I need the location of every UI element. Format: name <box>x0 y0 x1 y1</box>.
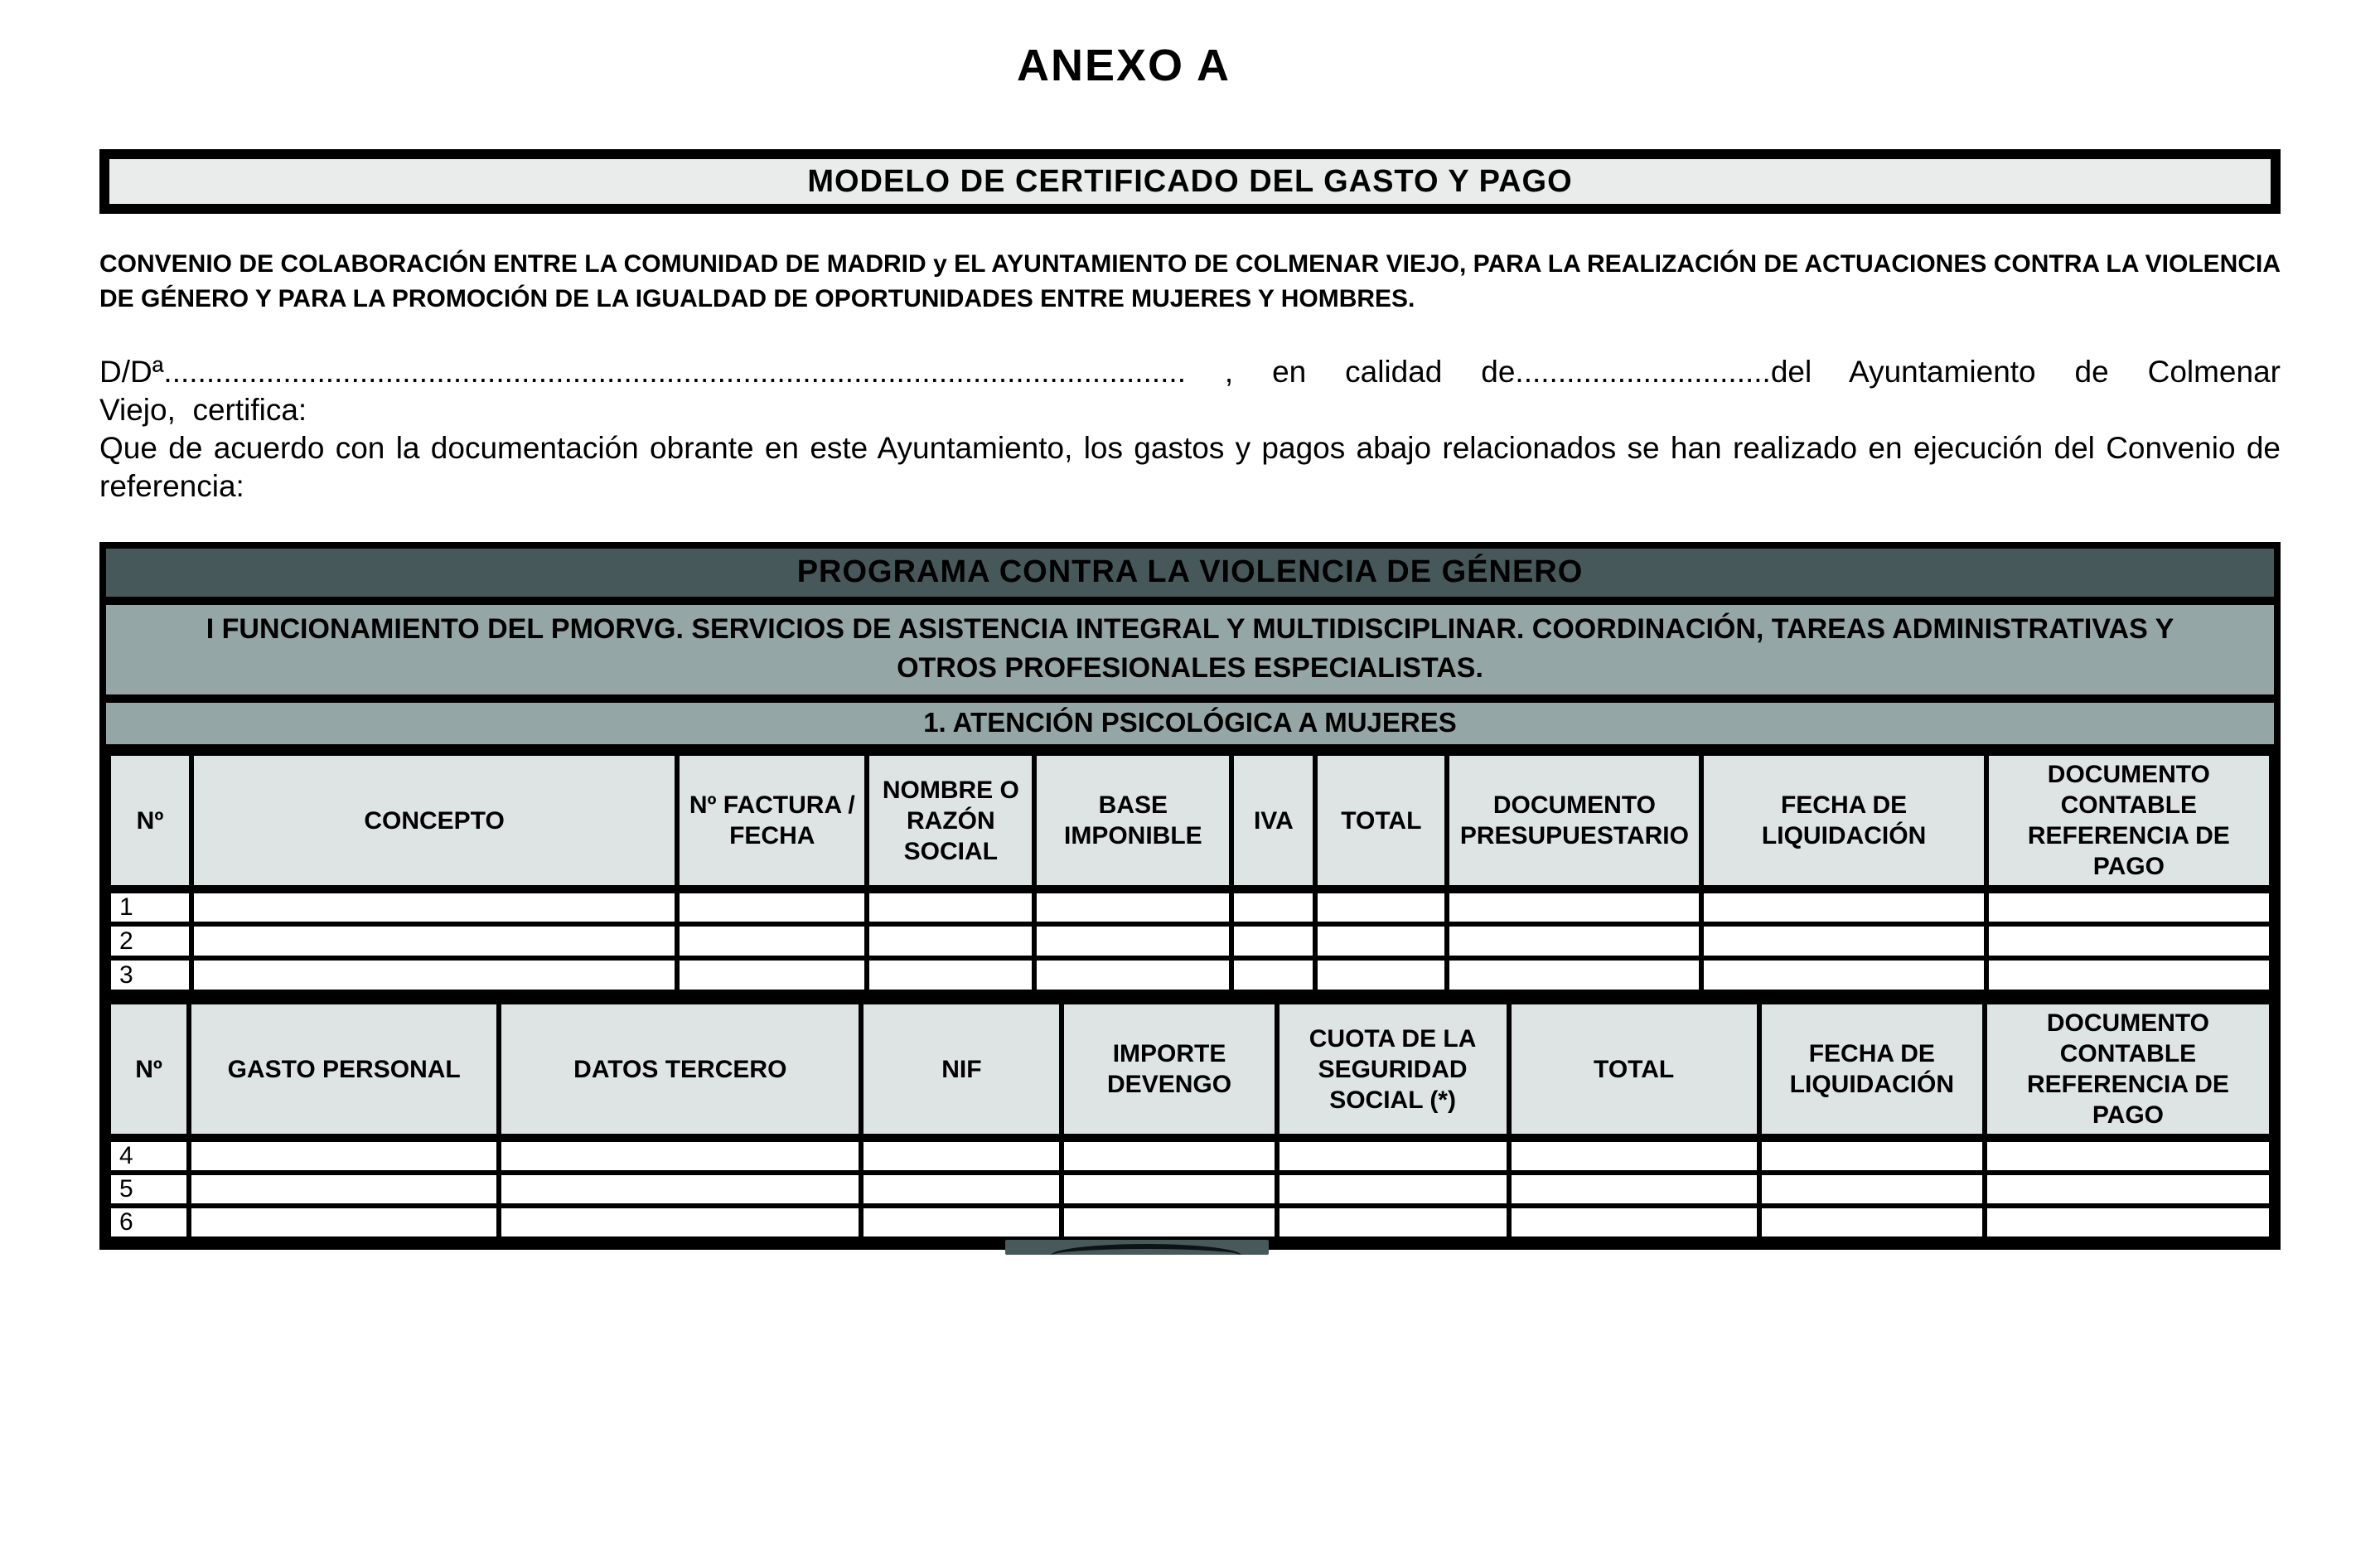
empty-cell <box>867 889 1034 924</box>
empty-cell <box>1231 889 1315 924</box>
invoice-row-1 <box>109 889 2271 924</box>
empty-cell <box>1034 889 1231 924</box>
watermark-fragment <box>1005 1240 1269 1255</box>
subtitle-box <box>99 149 2281 214</box>
empty-cell <box>1509 1206 1759 1239</box>
empty-cell <box>189 1173 499 1206</box>
empty-cell <box>677 889 867 924</box>
col-header-cuota-seguridad-social: CUOTA DE LA SEGURIDAD SOCIAL (*) <box>1277 1002 1509 1138</box>
empty-cell <box>861 1206 1062 1239</box>
page-title: ANEXO A <box>1016 41 1231 90</box>
empty-cell <box>1985 1206 2271 1239</box>
col-header-documento-contable: DOCUMENTO CONTABLE REFERENCIA DE PAGO <box>1986 753 2271 889</box>
col-header-iva: IVA <box>1231 753 1315 889</box>
empty-cell <box>1447 958 1701 992</box>
col-header-total: TOTAL <box>1509 1002 1759 1138</box>
empty-cell <box>677 924 867 958</box>
col-header-documento-presupuestario: DOCUMENTO PRESUPUESTARIO <box>1447 753 1701 889</box>
col-header-documento-contable: DOCUMENTO CONTABLE REFERENCIA DE PAGO <box>1985 1002 2271 1138</box>
col-header-numero: Nº <box>109 1002 189 1138</box>
empty-cell <box>1701 958 1986 992</box>
document-page <box>99 0 2281 1250</box>
col-header-nif: NIF <box>861 1002 1062 1138</box>
empty-cell <box>861 1138 1062 1173</box>
empty-cell <box>1231 924 1315 958</box>
empty-cell <box>1277 1138 1509 1173</box>
personnel-row-6 <box>109 1206 2271 1239</box>
empty-cell <box>1759 1173 1985 1206</box>
empty-cell <box>191 958 677 992</box>
invoice-table <box>106 751 2274 995</box>
empty-cell <box>1986 958 2271 992</box>
col-header-fecha-liquidacion: FECHA DE LIQUIDACIÓN <box>1701 753 1986 889</box>
row-number: 6 <box>109 1206 189 1239</box>
col-header-importe-devengo: IMPORTE DEVENGO <box>1062 1002 1276 1138</box>
empty-cell <box>1062 1206 1276 1239</box>
row-number: 5 <box>109 1173 189 1206</box>
empty-cell <box>1509 1138 1759 1173</box>
empty-cell <box>1034 958 1231 992</box>
col-header-fecha-liquidacion: FECHA DE LIQUIDACIÓN <box>1759 1002 1985 1138</box>
personnel-row-4 <box>109 1138 2271 1173</box>
empty-cell <box>1062 1138 1276 1173</box>
empty-cell <box>499 1173 861 1206</box>
col-header-numero: Nº <box>109 753 191 889</box>
col-header-razon-social: NOMBRE O RAZÓN SOCIAL <box>867 753 1034 889</box>
row-number: 1 <box>109 889 191 924</box>
empty-cell <box>1509 1173 1759 1206</box>
empty-cell <box>1447 889 1701 924</box>
empty-cell <box>1277 1173 1509 1206</box>
empty-cell <box>189 1138 499 1173</box>
certifier-paragraph: D/Dª........................................................................................................................ , en calidad de..............................del Ayuntamiento de Colmenar Viejo, certifica: <box>99 355 2281 427</box>
col-header-total: TOTAL <box>1315 753 1447 889</box>
empty-cell <box>867 958 1034 992</box>
col-header-base-imponible: BASE IMPONIBLE <box>1034 753 1231 889</box>
empty-cell <box>189 1206 499 1239</box>
program-title-band: PROGRAMA CONTRA LA VIOLENCIA DE GÉNERO <box>106 549 2274 605</box>
empty-cell <box>1034 924 1231 958</box>
empty-cell <box>1701 889 1986 924</box>
empty-cell <box>191 889 677 924</box>
subtitle-text: MODELO DE CERTIFICADO DEL GASTO Y PAGO <box>807 163 1573 199</box>
empty-cell <box>499 1138 861 1173</box>
empty-cell <box>1759 1138 1985 1173</box>
subsection-heading-band: 1. ATENCIÓN PSICOLÓGICA A MUJERES <box>106 703 2274 751</box>
personnel-header-row <box>109 1002 2271 1138</box>
empty-cell <box>1986 889 2271 924</box>
col-header-gasto-personal: GASTO PERSONAL <box>189 1002 499 1138</box>
row-number: 4 <box>109 1138 189 1173</box>
personnel-table <box>106 999 2274 1241</box>
empty-cell <box>861 1173 1062 1206</box>
convenio-paragraph: CONVENIO DE COLABORACIÓN ENTRE LA COMUNIDAD DE MADRID y EL AYUNTAMIENTO DE COLMENAR VIEJO, PARA LA REALIZACIÓN DE ACTUACIONES CONTRA LA VIOLENCIA DE GÉNERO Y PARA LA PROMOCIÓN DE LA IGUALDAD DE OPORTUNIDADES ENTRE MUJERES Y HOMBRES. <box>99 250 2281 312</box>
empty-cell <box>677 958 867 992</box>
empty-cell <box>1985 1173 2271 1206</box>
col-header-concepto: CONCEPTO <box>191 753 677 889</box>
empty-cell <box>191 924 677 958</box>
empty-cell <box>1759 1206 1985 1239</box>
invoice-row-2 <box>109 924 2271 958</box>
empty-cell <box>1447 924 1701 958</box>
empty-cell <box>1985 1138 2271 1173</box>
empty-cell <box>1315 958 1447 992</box>
empty-cell <box>1231 958 1315 992</box>
row-number: 3 <box>109 958 191 992</box>
empty-cell <box>1315 924 1447 958</box>
row-number: 2 <box>109 924 191 958</box>
invoice-header-row <box>109 753 2271 889</box>
empty-cell <box>499 1206 861 1239</box>
empty-cell <box>1315 889 1447 924</box>
col-header-datos-tercero: DATOS TERCERO <box>499 1002 861 1138</box>
personnel-row-5 <box>109 1173 2271 1206</box>
empty-cell <box>1701 924 1986 958</box>
empty-cell <box>1062 1173 1276 1206</box>
empty-cell <box>1986 924 2271 958</box>
empty-cell <box>1277 1206 1509 1239</box>
statement-paragraph: Que de acuerdo con la documentación obrante en este Ayuntamiento, los gastos y pagos abajo relacionados se han realizado en ejecución del Convenio de referencia: <box>99 431 2281 503</box>
empty-cell <box>867 924 1034 958</box>
program-table <box>99 542 2281 1250</box>
invoice-row-3 <box>109 958 2271 992</box>
col-header-factura-fecha: Nº FACTURA / FECHA <box>677 753 867 889</box>
section-heading-band: I FUNCIONAMIENTO DEL PMORVG. SERVICIOS DE ASISTENCIA INTEGRAL Y MULTIDISCIPLINAR. COORDINACIÓN, TAREAS ADMINISTRATIVAS Y OTROS PROFESIONALES ESPECIALISTAS. <box>106 605 2274 703</box>
